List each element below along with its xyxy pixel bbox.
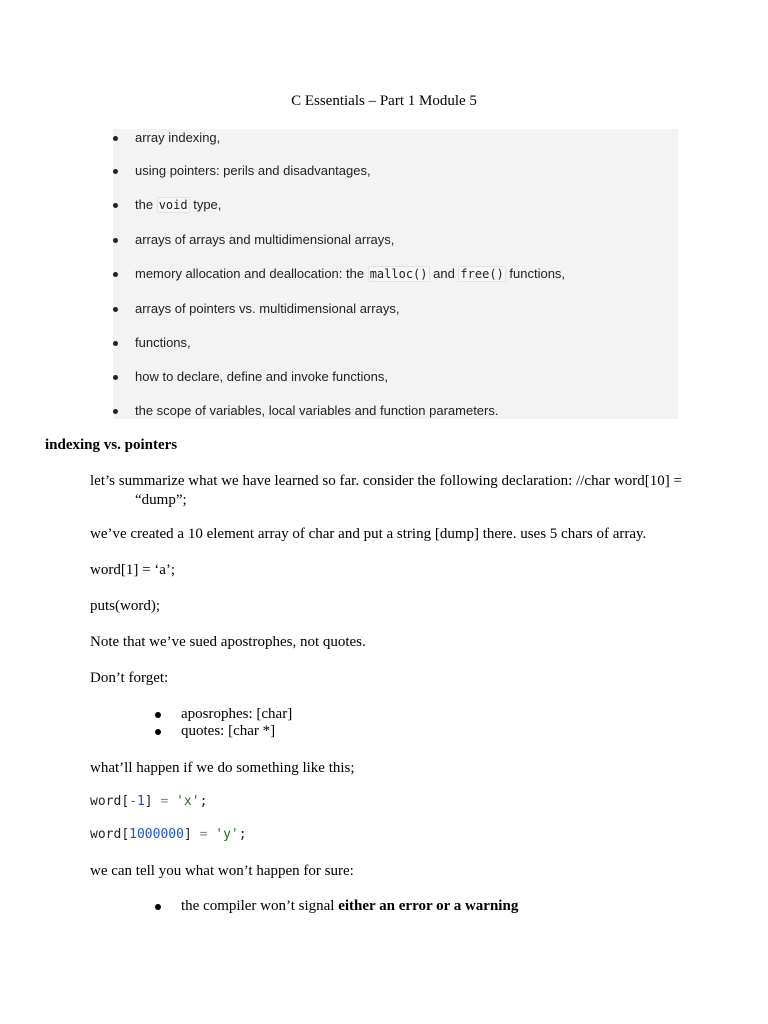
- paragraph-assign: word[1] = ‘a’;: [90, 562, 176, 578]
- topic-text: arrays of pointers vs. multidimensional arrays,: [135, 301, 400, 316]
- bullet-icon: [113, 169, 118, 174]
- code-bracket: [: [121, 827, 130, 842]
- code-operator: =: [191, 827, 216, 842]
- paragraph-what-happens: what’ll happen if we do something like this;: [90, 760, 355, 776]
- inline-code: free(): [460, 267, 504, 281]
- bullet-icon: [113, 307, 118, 312]
- list-item-text-bold: either an error or a warning: [338, 898, 519, 914]
- code-string: 'x': [176, 794, 200, 809]
- topic-text-mid: and: [429, 266, 459, 281]
- bullet-icon: [113, 375, 118, 380]
- bullet-icon: [113, 341, 118, 346]
- topic-text: how to declare, define and invoke functions,: [135, 369, 388, 384]
- inline-code: malloc(): [369, 267, 428, 281]
- code-line: [90, 794, 207, 809]
- paragraph-note: Note that we’ve sued apostrophes, not quotes.: [90, 634, 366, 650]
- paragraph-dont-forget: Don’t forget:: [90, 670, 169, 686]
- bullet-icon: [113, 136, 118, 141]
- bullet-icon: [113, 203, 118, 208]
- code-line: [90, 827, 247, 842]
- topic-text: [135, 266, 565, 281]
- section-heading: indexing vs. pointers: [45, 437, 178, 453]
- code-bracket: ]: [183, 827, 192, 842]
- list-item-text: quotes: [char *]: [181, 723, 276, 739]
- code-bracket: [: [121, 794, 130, 809]
- topic-text: arrays of arrays and multidimensional arrays,: [135, 232, 395, 247]
- code-bracket: ]: [144, 794, 153, 809]
- code-semicolon: ;: [238, 827, 247, 842]
- topic-text-pre: the: [135, 197, 157, 212]
- topic-text: [135, 197, 221, 212]
- paragraph-puts: puts(word);: [90, 598, 160, 614]
- topic-text-post: functions,: [505, 266, 566, 281]
- code-ident: word: [90, 794, 122, 809]
- code-index: 1000000: [129, 827, 184, 842]
- inline-code: void: [158, 198, 188, 212]
- code-ident: word: [90, 827, 122, 842]
- page-title: C Essentials – Part 1 Module 5: [291, 93, 477, 109]
- topic-text-pre: memory allocation and deallocation: the: [135, 266, 368, 281]
- topic-text: the scope of variables, local variables and function parameters.: [135, 403, 499, 418]
- topic-text-post: type,: [189, 197, 222, 212]
- list-item-text: [181, 898, 518, 915]
- bullet-icon: [113, 238, 118, 243]
- code-index: -1: [129, 794, 145, 809]
- bullet-icon: [155, 729, 161, 735]
- topic-text: array indexing,: [135, 130, 221, 145]
- topic-text: functions,: [135, 335, 191, 350]
- code-semicolon: ;: [199, 794, 208, 809]
- paragraph-array-created: we’ve created a 10 element array of char and put a string [dump] there. uses 5 chars of array.: [90, 526, 647, 542]
- code-operator: =: [152, 794, 177, 809]
- list-item-text-normal: the compiler won’t signal: [181, 898, 339, 914]
- paragraph-declaration: let’s summarize what we have learned so far. consider the following declaration: //char word[10] = “dump”;: [90, 473, 683, 508]
- topic-text: using pointers: perils and disadvantages,: [135, 163, 371, 178]
- bullet-icon: [155, 904, 161, 910]
- topics-box: [113, 129, 678, 419]
- code-string: 'y': [215, 827, 239, 842]
- bullet-icon: [113, 409, 118, 414]
- bullet-icon: [113, 272, 118, 277]
- list-item-text: aposrophes: [char]: [181, 706, 293, 722]
- paragraph-for-sure: we can tell you what won’t happen for sure:: [90, 863, 354, 879]
- bullet-icon: [155, 712, 161, 718]
